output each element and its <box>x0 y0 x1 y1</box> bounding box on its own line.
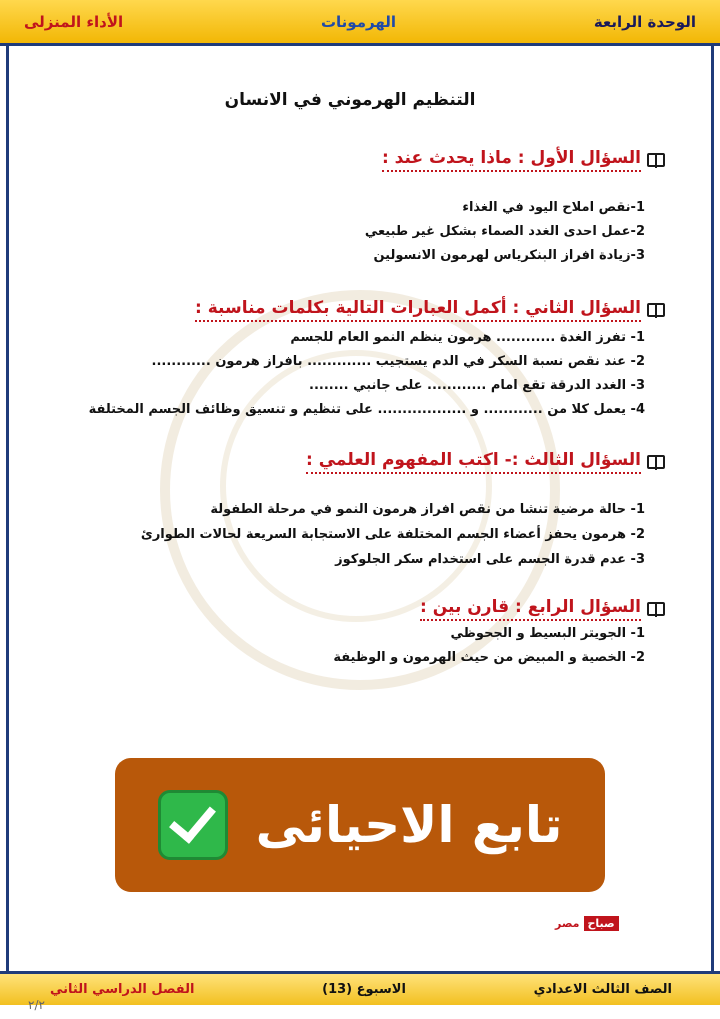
left-border <box>6 46 9 971</box>
question-2-item: 1- تفرز الغدة ............ هرمون ينظم النمو العام للجسم <box>290 330 645 345</box>
question-3-item: 1- حالة مرضية تنشا من نقص افراز هرمون النمو في مرحلة الطفولة <box>210 502 645 517</box>
banner-text: تابع الاحيائى <box>255 796 563 854</box>
site-logo: صباح مصر <box>555 916 619 931</box>
question-2-heading: السؤال الثاني : أكمل العبارات التالية بكلمات مناسبة : <box>195 298 665 322</box>
question-3-item: 3- عدم قدرة الجسم على استخدام سكر الجلوكوز <box>335 552 645 567</box>
book-icon <box>647 153 665 167</box>
question-2-item: 4- يعمل كلا من ............ و .................. على تنظيم و تنسيق وظائف الجسم المختلفة <box>88 402 645 417</box>
page-title: التنظيم الهرموني في الانسان <box>224 90 476 110</box>
check-mark-icon <box>158 790 228 860</box>
question-2-item: 3- الغدد الدرقة تقع امام ............ على جانبي ........ <box>309 378 645 393</box>
question-3-item: 2- هرمون يحفز أعضاء الجسم المختلفة على الاستجابة السريعة لحالات الطوارئ <box>140 527 645 542</box>
question-4-item: 2- الخصية و المبيض من حيث الهرمون و الوظيفة <box>333 650 645 665</box>
question-4-item: 1- الجويتر البسيط و الجحوظي <box>450 626 645 641</box>
question-3-heading: السؤال الثالث :- اكتب المفهوم العلمي : <box>306 450 665 474</box>
topic-label: الهرمونات <box>320 12 396 31</box>
question-1-item: 2-عمل احدى الغدد الصماء بشكل غير طبيعي <box>364 224 645 239</box>
question-1-item: 3-زيادة افراز البنكرياس لهرمون الانسولين <box>373 248 645 263</box>
follow-banner[interactable] <box>115 758 605 892</box>
question-2-item: 2- عند نقص نسبة السكر في الدم يستجيب ............. بافراز هرمون ............ <box>151 354 645 369</box>
header-bar <box>0 0 720 46</box>
right-border <box>711 46 714 971</box>
book-icon <box>647 455 665 469</box>
grade-label: الصف الثالث الاعدادي <box>533 982 672 997</box>
book-icon <box>647 602 665 616</box>
book-icon <box>647 303 665 317</box>
unit-label: الوحدة الرابعة <box>593 12 696 31</box>
question-1-heading: السؤال الأول : ماذا يحدث عند : <box>382 148 665 172</box>
homework-label: الأداء المنزلى <box>24 12 124 31</box>
page-number: ٢/٢ <box>28 998 45 1012</box>
question-4-heading: السؤال الرابع : قارن بين : <box>420 597 665 621</box>
term-label: الفصل الدراسي الثاني <box>50 982 195 997</box>
footer-bar <box>0 971 720 1005</box>
question-1-item: 1-نقص املاح اليود في الغذاء <box>462 200 645 215</box>
week-label: الاسبوع (13) <box>322 982 406 997</box>
